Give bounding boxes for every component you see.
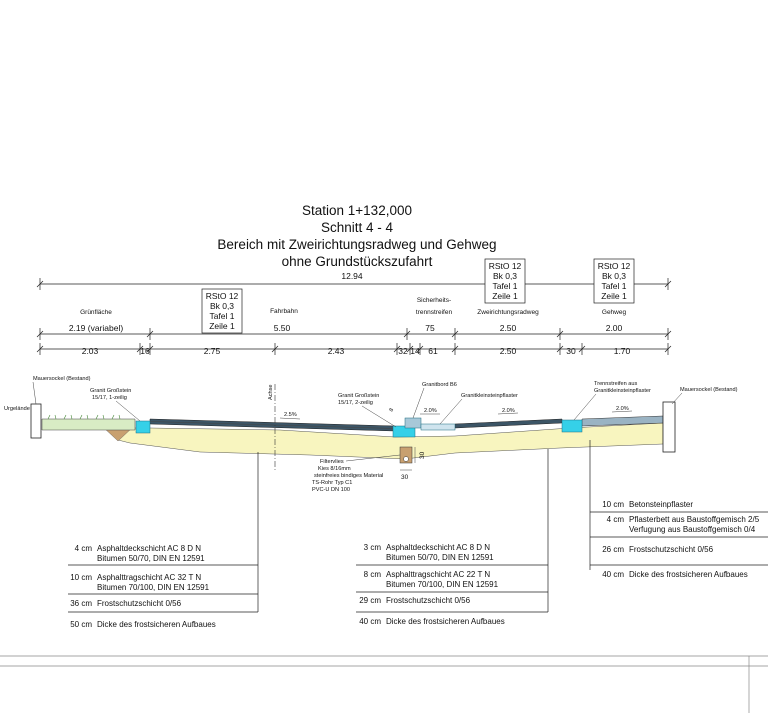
legend-thickness: 3 cm [363, 543, 381, 552]
label-trennstreifen-b: Granitkleinsteinpflaster [594, 388, 651, 394]
rsto-box-gehweg [594, 259, 634, 303]
legend-carriageway [68, 544, 258, 629]
zone-gehweg: Gehweg [601, 309, 627, 316]
dimension-row-1 [37, 323, 671, 340]
zone-sicherheit-2: trennstreifen [415, 309, 453, 316]
legend-material: Asphaltdeckschicht AC 8 D N [386, 543, 491, 552]
legend-thickness: 10 cm [70, 573, 92, 582]
legend-material: Frostschutzschicht 0/56 [386, 596, 471, 605]
legend-thickness: 36 cm [70, 599, 92, 608]
label-grossstein2-b: 15/17, 2-zeilig [338, 400, 373, 406]
dim-gruen: 2.19 (variabel) [68, 323, 124, 333]
legend-material: Bitumen 50/70, DIN EN 12591 [386, 553, 494, 562]
dim-d: 2.43 [327, 346, 345, 356]
drain-dim-horizontal: 30 [401, 474, 409, 481]
rsto-label: Zeile 1 [209, 321, 235, 331]
rsto-label: Zeile 1 [492, 291, 518, 301]
asphalt-cycle-path [455, 419, 562, 428]
label-number-8: 8 [388, 407, 396, 413]
title-area: Bereich mit Zweirichtungsradweg und Gehweg [217, 237, 497, 252]
legend-material: Asphalttragschicht AC 32 T N [97, 573, 202, 582]
grass-blades [48, 415, 120, 419]
legend-material: Asphalttragschicht AC 22 T N [386, 570, 491, 579]
title-section: Schnitt 4 - 4 [320, 220, 394, 235]
label-mauersockel-left: Mauersockel (Bestand) [33, 376, 91, 382]
label-trennstreifen-a: Trennstreifen aus [594, 381, 638, 387]
legend-material: Verfugung aus Baustoffgemisch 0/4 [629, 525, 756, 534]
label-filter-1: Filtervlies [320, 459, 344, 465]
dim-b: 16 [140, 346, 150, 356]
drain-pipe [404, 457, 409, 462]
bottom-frame [0, 656, 768, 713]
label-mauersockel-right: Mauersockel (Bestand) [680, 387, 738, 393]
wall-left [31, 404, 41, 438]
dim-e: 32 [398, 346, 408, 356]
title-variant: ohne Grundstückszufahrt [281, 254, 433, 269]
zone-radweg: Zweirichtungsradweg [477, 309, 539, 316]
dim-i: 30 [566, 346, 576, 356]
legend-material: Betonsteinpflaster [629, 500, 694, 509]
zone-labels [80, 297, 626, 316]
legend-thickness: 26 cm [602, 545, 624, 554]
legend-material: Pflasterbett aus Baustoffgemisch 2/5 [629, 515, 760, 524]
rsto-label: Tafel 1 [492, 281, 518, 291]
label-granitklein: Granitkleinsteinpflaster [461, 393, 518, 399]
legend-sidewalk [590, 500, 768, 579]
legend-thickness: 29 cm [359, 596, 381, 605]
grass-area [42, 419, 135, 430]
legend-material: Dicke des frostsicheren Aufbaues [386, 617, 505, 626]
dimension-row-2 [37, 343, 671, 356]
dim-sicherheit: 75 [425, 323, 435, 333]
legend-thickness: 10 cm [602, 500, 624, 509]
wall-right [663, 402, 675, 452]
legend-thickness: 50 cm [70, 620, 92, 629]
legend-thickness: 40 cm [602, 570, 624, 579]
label-slope-3: 2.0% [502, 408, 515, 414]
dim-gehweg: 2.00 [605, 323, 623, 333]
rsto-label: Zeile 1 [601, 291, 627, 301]
legend-material: Bitumen 70/100, DIN EN 12591 [386, 580, 499, 589]
legend-thickness: 40 cm [359, 617, 381, 626]
title-station: Station 1+132,000 [302, 203, 412, 218]
zone-gruenflaeche: Grünfläche [80, 309, 112, 316]
label-filter-4: TS-Rohr Typ C1 [312, 480, 353, 486]
legend-material: Frostschutzschicht 0/56 [629, 545, 714, 554]
label-urgelaende: Urgelände [4, 406, 30, 412]
label-slope-4: 2.0% [616, 406, 629, 412]
rsto-label: RStO 12 [488, 261, 522, 271]
dim-a: 2.03 [81, 346, 99, 356]
curb-left [136, 421, 150, 433]
dim-radweg: 2.50 [499, 323, 517, 333]
legend-material: Asphaltdeckschicht AC 8 D N [97, 544, 202, 553]
dim-j: 1.70 [613, 346, 631, 356]
label-filter-2: Kies 8/16mm [318, 466, 351, 472]
overall-dimension [37, 271, 671, 290]
paving-strip [421, 424, 455, 430]
rsto-label: RStO 12 [597, 261, 631, 271]
label-grossstein2-a: Granit Großstein [338, 393, 380, 399]
legend-material: Bitumen 50/70, DIN EN 12591 [97, 554, 205, 563]
dim-g: 61 [428, 346, 438, 356]
legend-material: Bitumen 70/100, DIN EN 12591 [97, 583, 210, 592]
legend-material: Dicke des frostsicheren Aufbaues [629, 570, 748, 579]
overall-width-label: 12.94 [341, 271, 363, 281]
label-filter-3: steinfreies bindiges Material [314, 473, 384, 479]
legend-material: Dicke des frostsicheren Aufbaues [97, 620, 216, 629]
label-grossstein1-a: Granit Großstein [90, 388, 132, 394]
title-block [217, 203, 496, 269]
legend-cycle-path [356, 543, 548, 626]
legend-material: Frostschutzschicht 0/56 [97, 599, 182, 608]
rsto-label: Bk 0,3 [209, 301, 235, 311]
road-section [31, 402, 675, 463]
rsto-label: Tafel 1 [601, 281, 627, 291]
dim-h: 2.50 [499, 346, 517, 356]
dim-fahrbahn: 5.50 [273, 323, 291, 333]
axis-label: Achse [268, 384, 274, 400]
dim-c: 2.75 [203, 346, 221, 356]
label-slope-2: 2.0% [424, 408, 437, 414]
dim-f: 14 [410, 346, 420, 356]
rsto-label: RStO 12 [205, 291, 239, 301]
rsto-label: Bk 0,3 [601, 271, 627, 281]
rsto-label: Bk 0,3 [492, 271, 518, 281]
legend-thickness: 4 cm [74, 544, 92, 553]
zone-sicherheit-1: Sicherheits- [416, 297, 452, 304]
label-filter-5: PVC-U DN 100 [312, 487, 350, 493]
rsto-box-radweg [485, 259, 525, 303]
label-granitbord: Granitbord B6 [422, 382, 457, 388]
zone-fahrbahn: Fahrbahn [270, 308, 298, 315]
label-grossstein1-b: 15/17, 1-zeilig [92, 395, 127, 401]
rsto-label: Tafel 1 [209, 311, 235, 321]
curb-bord [405, 418, 421, 428]
legend-thickness: 4 cm [606, 515, 624, 524]
curb-right [562, 420, 582, 432]
label-slope-1: 2.5% [284, 412, 297, 418]
rsto-box-fahrbahn [202, 289, 242, 333]
drain-dim-vertical: 30 [419, 451, 426, 459]
legend-thickness: 8 cm [363, 570, 381, 579]
